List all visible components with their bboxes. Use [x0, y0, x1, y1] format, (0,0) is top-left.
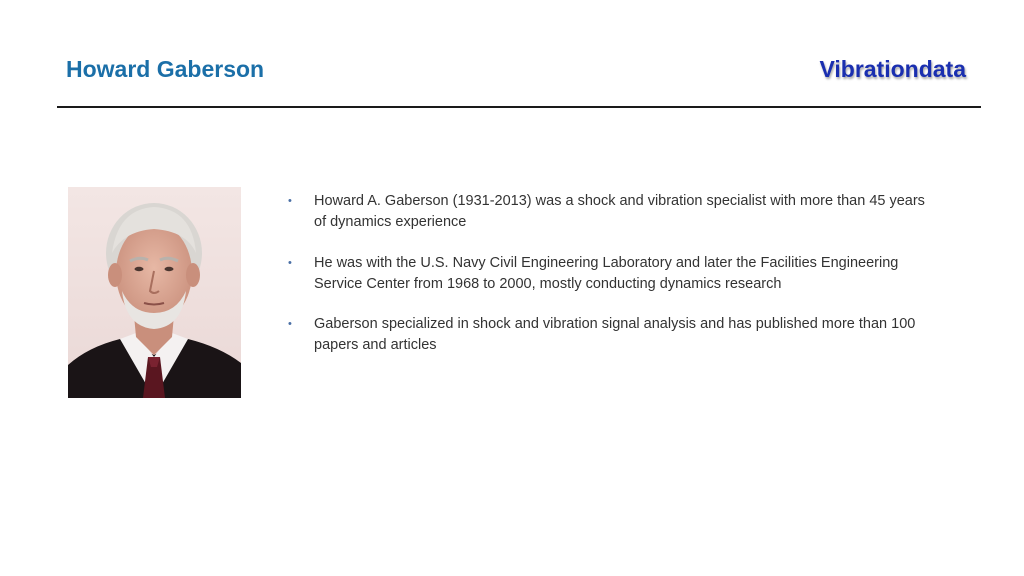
page-title: Howard Gaberson — [66, 56, 265, 82]
portrait-icon — [68, 187, 241, 398]
bullet-icon: • — [288, 256, 292, 269]
bullet-icon: • — [288, 195, 292, 207]
header-divider — [57, 106, 981, 108]
bullet-list — [286, 191, 926, 376]
list-item — [286, 253, 926, 295]
brand-logo-text: Vibrationdata — [819, 56, 966, 82]
list-item — [286, 191, 926, 233]
portrait-photo — [68, 187, 241, 398]
bullet-text: He was with the U.S. Navy Civil Engineering Laboratory and later the Facilities Engineering Service Center from 1968 to 2000, mostly conducting dynamics research — [314, 254, 899, 292]
bullet-text: Gaberson specialized in shock and vibration signal analysis and has published more than 100 papers and articles — [314, 316, 916, 353]
list-item — [286, 314, 926, 356]
bullet-text: Howard A. Gaberson (1931-2013) was a shock and vibration specialist with more than 45 years of dynamics experience — [314, 193, 925, 230]
bullet-icon: • — [288, 318, 292, 330]
